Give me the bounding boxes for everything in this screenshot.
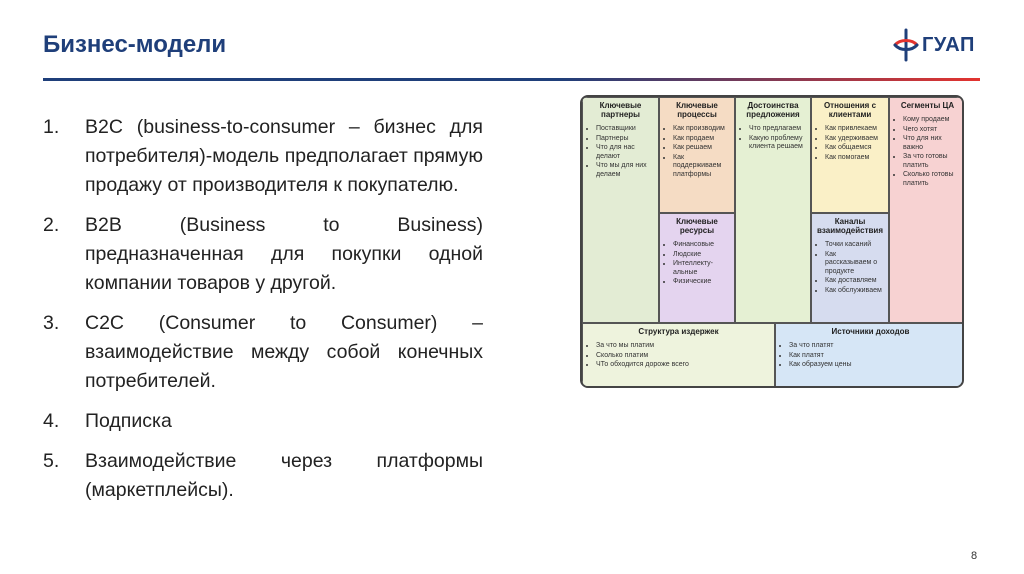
- list-item: [43, 211, 483, 298]
- canvas-block-item: • Интеллекту-альные: [673, 260, 730, 277]
- guap-logo: [892, 28, 982, 62]
- canvas-block-item: • Людские: [673, 251, 730, 260]
- canvas-block-item: • Как рассказываем о продукте: [825, 251, 884, 277]
- canvas-block-item: • Сколько платим: [596, 352, 770, 361]
- canvas-revenue-streams: [775, 323, 964, 388]
- canvas-block-items: [664, 241, 730, 287]
- canvas-block-items: [816, 125, 884, 162]
- canvas-block-title: Ключевые процессы: [676, 101, 718, 119]
- canvas-block-item: • Поставщики: [596, 125, 654, 134]
- canvas-block-item: • Как производим: [673, 125, 730, 134]
- list-item: [43, 447, 483, 505]
- canvas-block-item: • Как удерживаем: [825, 135, 884, 144]
- canvas-block-title: Ключевые партнеры: [599, 101, 642, 119]
- canvas-block-items: [894, 116, 961, 188]
- list-item-text: B2C (business-to-consumer – бизнес для потребителя)-модель предполагает прямую продажу от производителя к покупателю.: [85, 116, 483, 196]
- list-item-text: B2B (Business to Business) предназначенная для покупки одной компании товаров у другой.: [85, 214, 483, 294]
- canvas-block-title: Отношения с клиентами: [823, 101, 877, 119]
- logo-emblem-icon: [892, 28, 920, 62]
- page-number: 8: [971, 550, 978, 562]
- canvas-block-item: • За что мы платим: [596, 342, 770, 351]
- list-item-text: C2C (Consumer to Consumer) – взаимодействие между собой конечных потребителей.: [85, 312, 483, 392]
- list-item-text: Подписка: [85, 410, 172, 432]
- canvas-block-item: • Какую проблему клиента решаем: [749, 135, 806, 152]
- canvas-key-activities: [659, 97, 735, 213]
- canvas-block-item: • Кому продаем: [903, 116, 961, 125]
- business-model-canvas: [580, 95, 964, 388]
- list-item-number: 5.: [43, 450, 60, 472]
- canvas-block-item: • Точки касаний: [825, 241, 884, 250]
- canvas-block-item: • За что платят: [789, 342, 961, 351]
- list-item-number: 1.: [43, 116, 60, 138]
- canvas-block-item: • Сколько готовы платить: [903, 171, 961, 188]
- canvas-block-item: • Как образуем цены: [789, 361, 961, 370]
- canvas-block-item: • Как обслуживаем: [825, 287, 884, 296]
- list-item: [43, 407, 483, 436]
- canvas-channels: [811, 213, 889, 323]
- canvas-customer-segments: [889, 97, 964, 323]
- canvas-block-item: • За что готовы платить: [903, 153, 961, 170]
- canvas-key-partners: [582, 97, 659, 323]
- canvas-block-title: Структура издержек: [638, 327, 719, 336]
- canvas-block-title: Достоинства предложения: [746, 101, 800, 119]
- canvas-block-item: • Физические: [673, 278, 730, 287]
- canvas-block-title: Каналы взаимодействия: [816, 217, 884, 235]
- canvas-block-item: • Как привлекаем: [825, 125, 884, 134]
- canvas-block-item: • Что предлагаем: [749, 125, 806, 134]
- canvas-block-title: Сегменты ЦА: [900, 101, 955, 110]
- list-item-number: 4.: [43, 410, 60, 432]
- canvas-cost-structure: [582, 323, 775, 388]
- canvas-block-item: • Что мы для них делаем: [596, 162, 654, 179]
- canvas-value-proposition: [735, 97, 811, 323]
- canvas-block-item: • Как доставляем: [825, 277, 884, 286]
- canvas-customer-relationships: [811, 97, 889, 213]
- canvas-block-item: • Как помогаем: [825, 154, 884, 163]
- list-item: [43, 113, 483, 200]
- header-divider: [43, 78, 980, 81]
- canvas-block-title: Ключевые ресурсы: [676, 217, 718, 235]
- canvas-block-item: • Как поддерживаем платформы: [673, 154, 730, 180]
- canvas-block-title: Источники доходов: [831, 327, 910, 336]
- list-item-number: 3.: [43, 312, 60, 334]
- canvas-block-item: • Что для них важно: [903, 135, 961, 152]
- list-item: [43, 309, 483, 396]
- canvas-block-items: [587, 125, 654, 179]
- canvas-key-resources: [659, 213, 735, 323]
- canvas-block-item: • Что для нас делают: [596, 144, 654, 161]
- canvas-block-item: • Как платят: [789, 352, 961, 361]
- canvas-block-items: [816, 241, 884, 295]
- canvas-block-item: • Как продаем: [673, 135, 730, 144]
- canvas-block-items: [740, 125, 806, 152]
- list-item-text: Взаимодействие через платформы (маркетплейсы).: [85, 450, 483, 501]
- canvas-block-item: • Чего хотят: [903, 126, 961, 135]
- canvas-block-items: [780, 342, 961, 370]
- canvas-block-item: • Финансовые: [673, 241, 730, 250]
- canvas-block-items: [664, 125, 730, 179]
- canvas-block-item: • Как решаем: [673, 144, 730, 153]
- canvas-block-item: • ЧТо обходится дороже всего: [596, 361, 770, 370]
- business-model-list: [43, 113, 483, 516]
- canvas-block-item: • Как общаемся: [825, 144, 884, 153]
- canvas-block-item: • Партнеры: [596, 135, 654, 144]
- page-title: Бизнес-модели: [43, 31, 227, 58]
- logo-text: ГУАП: [922, 34, 975, 56]
- list-item-number: 2.: [43, 214, 60, 236]
- canvas-block-items: [587, 342, 770, 370]
